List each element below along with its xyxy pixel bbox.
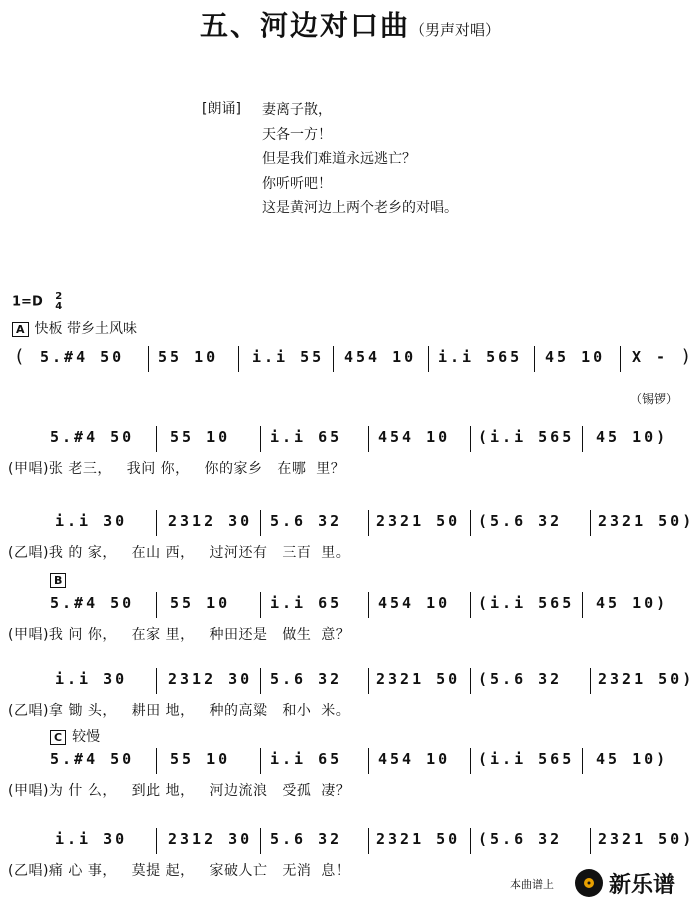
notation-line	[0, 512, 700, 538]
barline	[260, 748, 261, 774]
section-mark: A	[12, 322, 29, 337]
measure: 2312 30	[168, 670, 253, 688]
lyric-line: (甲唱)为 什 么， 到此 地， 河边流浪 受孤 凄？	[8, 783, 351, 799]
recitation-line: 天各一方！	[262, 126, 332, 143]
notation-line	[0, 670, 700, 696]
record-logo-icon	[574, 868, 604, 898]
measure: 45 10)	[596, 594, 669, 612]
measure: i.i 65	[270, 750, 343, 768]
barline	[260, 510, 261, 536]
measure: 5.#4 50	[50, 594, 135, 612]
barline	[260, 668, 261, 694]
measure: 45 10)	[596, 750, 669, 768]
measure: (5.6 32	[478, 512, 563, 530]
measure: 5.#4 50	[50, 750, 135, 768]
measure: 55 10	[158, 348, 219, 366]
barline	[590, 668, 591, 694]
measure: 45 10	[545, 348, 606, 366]
measure: 2321 50	[376, 512, 461, 530]
measure: 5.#4 50	[50, 428, 135, 446]
barline	[534, 346, 535, 372]
notation-line	[0, 750, 700, 776]
barline	[156, 510, 157, 536]
measure: 5.6 32	[270, 670, 343, 688]
barline	[156, 426, 157, 452]
time-signature: 2 4	[55, 291, 63, 312]
barline	[260, 426, 261, 452]
barline	[590, 828, 591, 854]
lyric-line: (乙唱)拿 锄 头， 耕田 地， 种的高粱 和小 米。	[8, 703, 351, 719]
score-row	[0, 594, 700, 654]
measure: 55 10	[170, 594, 231, 612]
instrument-note: （锡锣）	[630, 392, 679, 406]
section-a-heading: A 快板 带乡土风味	[12, 318, 137, 338]
score-row	[0, 512, 700, 572]
measure: i.i 565	[438, 348, 523, 366]
barline	[333, 346, 334, 372]
barline	[582, 748, 583, 774]
measure: 5.6 32	[270, 512, 343, 530]
measure: 5.6 32	[270, 830, 343, 848]
barline	[620, 346, 621, 372]
barline	[582, 592, 583, 618]
barline	[368, 748, 369, 774]
barline	[368, 426, 369, 452]
barline	[470, 668, 471, 694]
measure: i.i 30	[55, 512, 128, 530]
barline	[368, 592, 369, 618]
barline	[470, 828, 471, 854]
score-row	[0, 428, 700, 488]
barline	[428, 346, 429, 372]
barline	[590, 510, 591, 536]
section-mark: B	[50, 573, 66, 588]
recitation-tag: [朗诵]	[202, 101, 241, 117]
close-paren: )	[682, 346, 690, 367]
lyric-line: (乙唱)痛 心 事， 莫提 起， 家破人亡 无消 息！	[8, 863, 351, 879]
barline	[156, 592, 157, 618]
recitation-line: 妻离子散，	[262, 102, 332, 118]
recitation-text	[262, 98, 458, 221]
barline	[260, 592, 261, 618]
barline	[156, 828, 157, 854]
score-row	[0, 750, 700, 810]
notation-line	[0, 428, 700, 454]
measure: (i.i 565	[478, 594, 575, 612]
measure: 55 10	[170, 750, 231, 768]
lyric-line: (甲唱)我 问 你， 在家 里， 种田还是 做生 意？	[8, 627, 351, 643]
measure: i.i 30	[55, 830, 128, 848]
page-subtitle: （男声对唱）	[410, 21, 501, 39]
measure: 2321 50)	[598, 670, 695, 688]
open-paren: (	[16, 346, 24, 367]
barline	[238, 346, 239, 372]
measure: 2312 30	[168, 830, 253, 848]
notation-line	[0, 830, 700, 856]
measure: (i.i 565	[478, 750, 575, 768]
measure: 5.#4 50	[40, 348, 125, 366]
barline	[582, 426, 583, 452]
measure: 45 10)	[596, 428, 669, 446]
intro-row	[0, 348, 700, 374]
barline	[156, 668, 157, 694]
measure: (i.i 565	[478, 428, 575, 446]
measure: 454 10	[378, 594, 451, 612]
key-signature: 1=D 2 4	[12, 291, 63, 312]
lyric-line: (乙唱)我 的 家， 在山 西， 过河还有 三百 里。	[8, 545, 351, 561]
measure: 454 10	[378, 750, 451, 768]
measure: X -	[632, 348, 669, 366]
notation-line	[0, 594, 700, 620]
barline	[260, 828, 261, 854]
measure: 2312 30	[168, 512, 253, 530]
measure: i.i 30	[55, 670, 128, 688]
barline	[470, 426, 471, 452]
score-row	[0, 670, 700, 730]
measure: 2321 50)	[598, 512, 695, 530]
measure: (5.6 32	[478, 670, 563, 688]
measure: 55 10	[170, 428, 231, 446]
measure: 2321 50	[376, 830, 461, 848]
measure: i.i 55	[252, 348, 325, 366]
barline	[470, 510, 471, 536]
barline	[368, 828, 369, 854]
recitation-line: 这是黄河边上两个老乡的对唱。	[262, 200, 458, 216]
measure: 454 10	[378, 428, 451, 446]
section-b-heading	[50, 572, 72, 588]
recitation-line: 你听听吧！	[262, 175, 332, 192]
lyric-line: (甲唱)张 老三， 我问 你， 你的家乡 在哪 里？	[8, 461, 346, 477]
measure: i.i 65	[270, 428, 343, 446]
section-c-heading: C 较慢	[50, 726, 100, 746]
barline	[470, 592, 471, 618]
section-mark: C	[50, 730, 66, 745]
barline	[368, 668, 369, 694]
measure: i.i 65	[270, 594, 343, 612]
source-credit: 本曲谱上	[510, 878, 554, 891]
barline	[148, 346, 149, 372]
page-title: 五、河边对口曲（男声对唱）	[199, 9, 501, 42]
barline	[368, 510, 369, 536]
measure: (5.6 32	[478, 830, 563, 848]
recitation-line: 但是我们难道永远逃亡？	[262, 151, 416, 167]
barline	[156, 748, 157, 774]
measure: 2321 50	[376, 670, 461, 688]
measure: 454 10	[344, 348, 417, 366]
barline	[470, 748, 471, 774]
brand-logo: 新乐谱	[609, 873, 676, 898]
measure: 2321 50)	[598, 830, 695, 848]
